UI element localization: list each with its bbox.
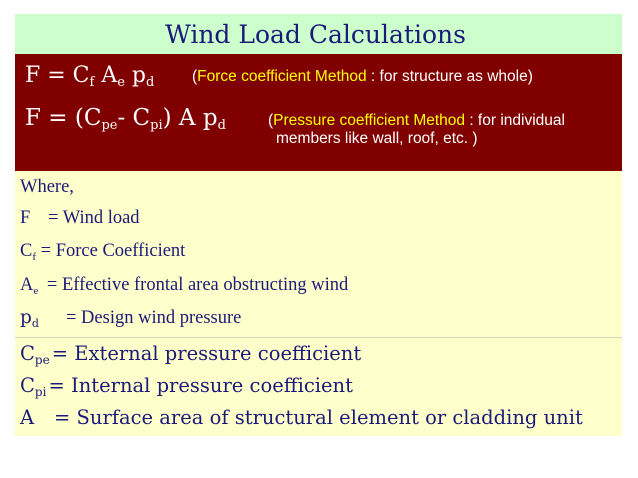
- definition-text: = Wind load: [48, 208, 140, 228]
- note-line-2: members like wall, roof, etc. ): [276, 130, 478, 147]
- method-name: Force coefficient Method: [197, 68, 367, 85]
- definition-row-pd: [20, 307, 241, 330]
- definition-row-cpe: [20, 342, 361, 367]
- symbol-letter: C: [20, 374, 35, 397]
- note-text: : for individual: [465, 112, 565, 129]
- formula-subscript: d: [146, 75, 155, 90]
- definition-symbol: F: [20, 208, 31, 228]
- definition-row-ae: [20, 275, 348, 297]
- symbol-letter: p: [20, 307, 32, 328]
- page-title: Wind Load Calculations: [165, 20, 466, 49]
- note-paren: (: [192, 68, 198, 85]
- definition-symbol: [20, 307, 66, 330]
- method-name: Pressure coefficient Method: [273, 112, 466, 129]
- definition-text: = Effective frontal area obstructing wind: [46, 275, 349, 295]
- formula-text: A: [94, 63, 118, 88]
- definition-symbol: A: [20, 406, 35, 429]
- symbol-subscript: pe: [34, 353, 50, 367]
- formula-subscript: pe: [101, 118, 118, 133]
- formula-text: - C: [117, 105, 151, 131]
- formula-text: F = C: [25, 63, 90, 88]
- definition-symbol: [20, 374, 46, 399]
- formula-subscript: pi: [150, 118, 163, 133]
- symbol-subscript: e: [33, 285, 39, 297]
- formula-subscript: e: [117, 75, 125, 90]
- note-text: : for structure as whole): [366, 68, 533, 85]
- definition-text: = Design wind pressure: [66, 308, 242, 328]
- definition-row-a: [20, 406, 583, 429]
- definition-symbol: [20, 241, 36, 263]
- symbol-letter: C: [20, 241, 33, 261]
- formula-subscript: f: [89, 75, 95, 90]
- note-paren: (: [268, 112, 274, 129]
- definition-text: = External pressure coefficient: [51, 342, 362, 365]
- force-coefficient-formula: [25, 63, 154, 90]
- symbol-subscript: f: [32, 251, 37, 263]
- title-bar: [15, 14, 622, 54]
- pressure-coefficient-formula: [25, 105, 226, 133]
- formula-text: F = (C: [25, 105, 102, 131]
- formula-subscript: d: [217, 118, 226, 133]
- symbol-subscript: pi: [34, 385, 47, 399]
- note-line-1: [268, 112, 565, 130]
- definition-text: = Internal pressure coefficient: [48, 374, 353, 397]
- definition-symbol: [20, 342, 50, 367]
- formula-text: ) A p: [162, 105, 218, 131]
- definition-text: = Surface area of structural element or cladding unit: [54, 406, 583, 429]
- definitions-panel: [15, 171, 622, 337]
- force-method-note: [192, 68, 533, 86]
- definition-row-cf: [20, 241, 185, 263]
- definition-row-cpi: [20, 374, 353, 399]
- definition-text: = Force Coefficient: [40, 241, 186, 261]
- symbol-subscript: d: [31, 317, 39, 330]
- symbol-letter: C: [20, 342, 35, 365]
- definition-symbol: [20, 275, 38, 297]
- coefficients-panel: [15, 338, 622, 436]
- where-label: Where,: [20, 177, 74, 197]
- definition-row-f: [20, 208, 140, 229]
- formula-box: [15, 54, 622, 171]
- pressure-method-note: [268, 112, 565, 148]
- symbol-letter: A: [20, 275, 34, 295]
- formula-text: p: [124, 63, 147, 88]
